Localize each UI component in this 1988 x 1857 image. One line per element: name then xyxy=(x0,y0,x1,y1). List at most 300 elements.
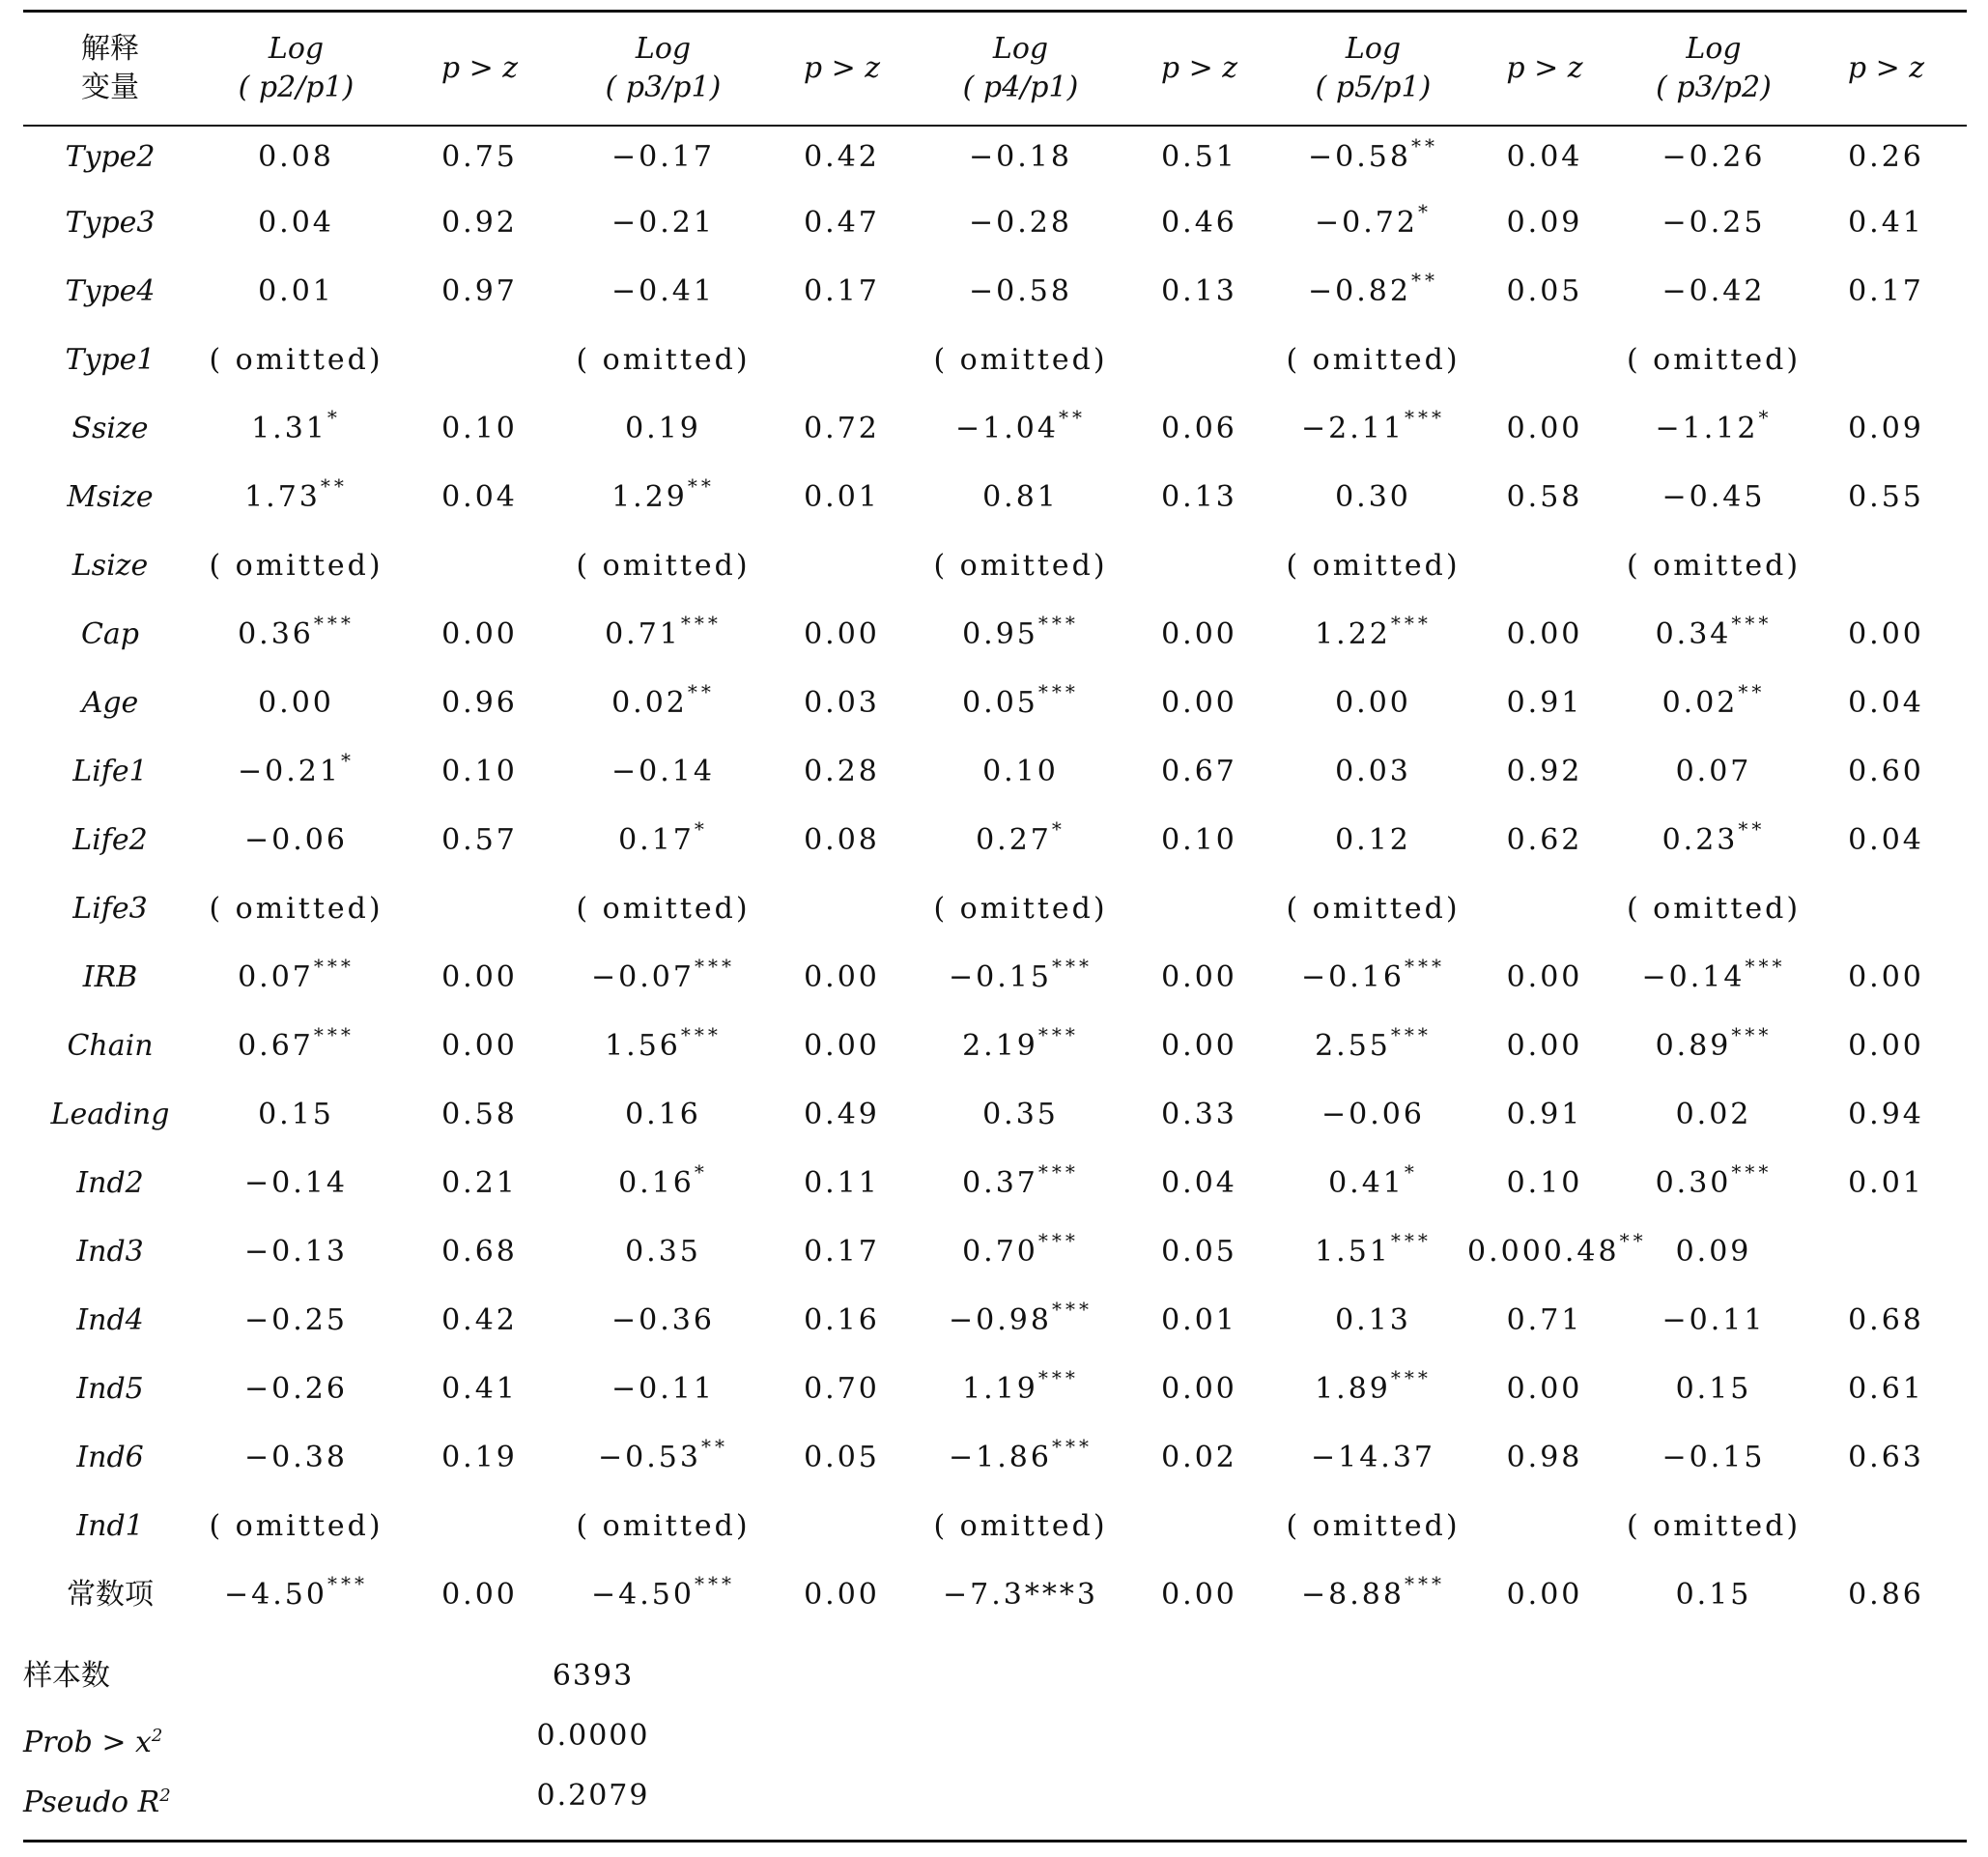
significance-stars: *** xyxy=(1037,680,1079,703)
cell-value: ( omitted) xyxy=(1626,343,1802,377)
coefficient-cell xyxy=(922,601,1120,670)
coefficient-cell xyxy=(197,1150,395,1218)
cell-value: ( omitted) xyxy=(209,343,383,377)
cell-value: 0.08 xyxy=(804,823,880,857)
coefficient-cell xyxy=(1279,1013,1467,1081)
variable-name: Ind1 xyxy=(76,1509,144,1543)
cell-value: −0.72 xyxy=(1315,206,1418,240)
cell-value: 0.02 xyxy=(1675,1098,1752,1131)
table-row xyxy=(23,1287,1967,1356)
p-value-cell xyxy=(395,258,564,327)
p-value-cell xyxy=(1467,1561,1622,1630)
cell-value: ( omitted) xyxy=(1286,549,1461,583)
cell-value: 0.51 xyxy=(1161,140,1237,174)
coefficient-cell xyxy=(197,1081,395,1150)
cell-value: 0.16 xyxy=(804,1303,880,1337)
variable-name: Ind4 xyxy=(76,1303,144,1337)
cell-value: ( omitted) xyxy=(933,1509,1108,1543)
cell-value: −0.21 xyxy=(238,755,341,788)
cell-value: 0.02 xyxy=(1161,1441,1237,1474)
significance-stars: *** xyxy=(1390,1366,1432,1389)
coefficient-cell xyxy=(1279,189,1467,258)
p-value-cell xyxy=(395,1424,564,1493)
cell-value: −0.17 xyxy=(611,140,715,174)
coefficient-cell xyxy=(1622,327,1805,395)
cell-value: 0.27 xyxy=(976,823,1052,857)
cell-value: 0.30 xyxy=(1335,480,1411,514)
cell-value: 0.04 xyxy=(1848,823,1924,857)
header-log-odds-1 xyxy=(197,12,395,126)
significance-stars: ** xyxy=(687,680,715,703)
stat-label-text: Pseudo R xyxy=(23,1786,160,1819)
p-value-cell xyxy=(762,1218,922,1287)
stat-value: 6393 xyxy=(552,1659,635,1693)
coefficient-cell xyxy=(564,126,762,189)
significance-stars: *** xyxy=(1404,955,1445,978)
significance-stars: *** xyxy=(313,955,355,978)
coefficient-cell xyxy=(1279,327,1467,395)
coefficient-cell xyxy=(564,1493,762,1561)
cell-value: 0.23 xyxy=(1661,823,1739,857)
p-value-cell xyxy=(1120,875,1279,944)
cell-value: 0.35 xyxy=(982,1098,1059,1131)
coefficient-cell xyxy=(1279,1561,1467,1630)
p-value-cell xyxy=(762,1561,922,1630)
p-value-cell xyxy=(1805,1287,1967,1356)
p-value-cell xyxy=(1805,670,1967,738)
coefficient-cell xyxy=(1622,126,1805,189)
coefficient-cell xyxy=(922,1081,1120,1150)
p-value-cell xyxy=(1120,738,1279,807)
table-body xyxy=(23,126,1967,1630)
p-value-cell xyxy=(395,1150,564,1218)
cell-value: 0.10 xyxy=(1161,823,1237,857)
coefficient-cell xyxy=(922,1218,1120,1287)
significance-stars: *** xyxy=(1731,612,1773,635)
significance-stars: ** xyxy=(1738,680,1766,703)
header-log-label: Log xyxy=(268,31,325,66)
table-row xyxy=(23,1150,1967,1218)
coefficient-cell xyxy=(564,1561,762,1630)
stat-label-text: Prob > x xyxy=(23,1726,152,1759)
table-row xyxy=(23,395,1967,464)
coefficient-cell xyxy=(564,464,762,532)
cell-value: 0.00 xyxy=(1506,617,1583,651)
coefficient-cell xyxy=(197,1493,395,1561)
p-value-cell xyxy=(395,875,564,944)
variable-name: Ind2 xyxy=(76,1166,144,1200)
coefficient-cell xyxy=(922,327,1120,395)
cell-value: 0.42 xyxy=(804,140,880,174)
coefficient-cell xyxy=(564,670,762,738)
coefficient-cell xyxy=(922,875,1120,944)
p-value-cell xyxy=(1120,1561,1279,1630)
cell-value: 0.00 xyxy=(1506,1029,1583,1063)
p-value-cell xyxy=(762,532,922,601)
header-log-odds-4 xyxy=(1279,12,1467,126)
stat-label xyxy=(23,1707,236,1772)
header-log-label: Log xyxy=(992,31,1049,66)
coefficient-cell xyxy=(922,1424,1120,1493)
cell-value: 0.95 xyxy=(962,617,1038,651)
cell-value: 0.70 xyxy=(804,1372,880,1406)
p-value-cell xyxy=(1467,1493,1622,1561)
coefficient-cell xyxy=(1279,1287,1467,1356)
coefficient-cell xyxy=(1279,807,1467,875)
significance-stars: ** xyxy=(320,474,348,498)
cell-value: 0.04 xyxy=(1506,140,1583,174)
cell-value: 0.09 xyxy=(1848,412,1924,445)
header-ratio-label: ( p5/p1) xyxy=(1315,70,1432,104)
cell-value: −2.11 xyxy=(1301,412,1405,445)
stat-label: 样本数 xyxy=(23,1659,110,1693)
cell-value: −0.58 xyxy=(969,274,1072,308)
stat-row-sample-size xyxy=(23,1647,1967,1705)
table-row xyxy=(23,601,1967,670)
cell-value: 0.04 xyxy=(441,480,518,514)
model-statistics xyxy=(23,1647,1967,1838)
table-row xyxy=(23,126,1967,189)
p-value-cell xyxy=(762,875,922,944)
cell-value: 0.00 xyxy=(1161,960,1237,994)
cell-value: 0.19 xyxy=(441,1441,518,1474)
cell-value: 0.68 xyxy=(441,1235,518,1269)
cell-value: 0.92 xyxy=(441,206,518,240)
header-var-line-2: 变量 xyxy=(81,70,139,104)
p-value-cell xyxy=(1467,875,1622,944)
coefficient-cell xyxy=(1622,189,1805,258)
coefficient-cell xyxy=(197,1424,395,1493)
p-value-cell xyxy=(1120,1150,1279,1218)
cell-value: −4.50 xyxy=(224,1578,327,1612)
cell-value: −0.58 xyxy=(1308,140,1411,174)
coefficient-cell xyxy=(922,738,1120,807)
coefficient-cell xyxy=(922,532,1120,601)
cell-value: 0.94 xyxy=(1848,1098,1924,1131)
p-value-cell xyxy=(762,1493,922,1561)
variable-name: Type4 xyxy=(65,274,156,308)
cell-value: ( omitted) xyxy=(576,549,751,583)
cell-value: 0.06 xyxy=(1161,412,1237,445)
table-row xyxy=(23,327,1967,395)
coefficient-cell xyxy=(197,1013,395,1081)
cell-value: 0.41 xyxy=(1328,1166,1405,1200)
p-value-cell xyxy=(762,395,922,464)
p-value-cell xyxy=(1120,1287,1279,1356)
p-value-cell xyxy=(762,327,922,395)
cell-value: 0.61 xyxy=(1848,1372,1924,1406)
p-value-cell xyxy=(1467,464,1622,532)
variable-name: Type2 xyxy=(65,140,156,174)
coefficient-cell xyxy=(1622,1013,1805,1081)
significance-stars: *** xyxy=(1037,1229,1079,1252)
cell-value: 0.03 xyxy=(1335,755,1411,788)
cell-value: −0.15 xyxy=(949,960,1052,994)
coefficient-cell xyxy=(197,738,395,807)
cell-value: −0.26 xyxy=(244,1372,348,1406)
significance-stars: ** xyxy=(700,1435,728,1458)
cell-value: 0.89 xyxy=(1655,1029,1732,1063)
significance-stars: *** xyxy=(694,1572,735,1595)
cell-value: ( omitted) xyxy=(209,1509,383,1543)
cell-value: 0.00 xyxy=(1335,686,1411,720)
cell-value: ( omitted) xyxy=(933,549,1108,583)
cell-value: −0.06 xyxy=(244,823,348,857)
stat-label-superscript: 2 xyxy=(151,1726,163,1746)
cell-value: 1.73 xyxy=(244,480,321,514)
cell-value: 0.00 xyxy=(804,1029,880,1063)
variable-name: Age xyxy=(81,686,139,720)
cell-value: −14.37 xyxy=(1310,1441,1436,1474)
p-value-cell xyxy=(1467,126,1622,189)
variable-name: Life3 xyxy=(72,892,148,926)
coefficient-cell xyxy=(1279,1424,1467,1493)
cell-value: ( omitted) xyxy=(1286,1509,1461,1543)
header-ratio-label: ( p4/p1) xyxy=(962,70,1079,104)
p-value-cell xyxy=(1805,1218,1967,1287)
cell-value: ( omitted) xyxy=(1626,892,1802,926)
cell-value: 0.00 xyxy=(1506,960,1583,994)
cell-value: 0.26 xyxy=(1848,140,1924,174)
cell-value: 0.07 xyxy=(238,960,314,994)
cell-value: 0.10 xyxy=(1506,1166,1583,1200)
header-ratio-label: ( p3/p1) xyxy=(605,70,722,104)
stat-label-superscript: 2 xyxy=(159,1786,171,1806)
significance-stars: *** xyxy=(313,1023,355,1046)
cell-value: 0.00 xyxy=(441,1029,518,1063)
p-value-cell xyxy=(1805,1150,1967,1218)
p-value-cell xyxy=(1120,258,1279,327)
coefficient-cell xyxy=(564,1356,762,1424)
cell-value: ( omitted) xyxy=(1286,892,1461,926)
table-row xyxy=(23,1081,1967,1150)
cell-value: 0.47 xyxy=(804,206,880,240)
cell-value: 0.35 xyxy=(625,1235,701,1269)
p-value-cell xyxy=(1120,1081,1279,1150)
cell-value: 0.71 xyxy=(605,617,681,651)
coefficient-cell xyxy=(922,464,1120,532)
header-p-value-2: p > z xyxy=(803,50,881,85)
p-value-cell xyxy=(762,944,922,1013)
cell-value: 0.01 xyxy=(1161,1303,1237,1337)
cell-value: 0.000.48 xyxy=(1467,1235,1620,1269)
cell-value: 0.67 xyxy=(1161,755,1237,788)
coefficient-cell xyxy=(564,1424,762,1493)
cell-value: 2.55 xyxy=(1315,1029,1391,1063)
p-value-cell xyxy=(762,738,922,807)
cell-value: −8.88 xyxy=(1301,1578,1405,1612)
table-row xyxy=(23,944,1967,1013)
cell-value: 0.68 xyxy=(1848,1303,1924,1337)
coefficient-cell xyxy=(1279,1493,1467,1561)
coefficient-cell xyxy=(922,1561,1120,1630)
cell-value: 0.49 xyxy=(804,1098,880,1131)
cell-value: 0.00 xyxy=(258,686,334,720)
coefficient-cell xyxy=(564,944,762,1013)
coefficient-cell xyxy=(1279,875,1467,944)
cell-value: −0.07 xyxy=(591,960,695,994)
variable-name: Life2 xyxy=(72,823,148,857)
table-row xyxy=(23,1493,1967,1561)
cell-value: 2.19 xyxy=(962,1029,1038,1063)
p-value-cell xyxy=(1467,944,1622,1013)
cell-value: −1.12 xyxy=(1655,412,1759,445)
coefficient-cell xyxy=(1619,1218,1805,1287)
cell-value: 0.00 xyxy=(1161,1578,1237,1612)
cell-value: 0.96 xyxy=(441,686,518,720)
coefficient-cell xyxy=(197,395,395,464)
p-value-cell xyxy=(1120,532,1279,601)
cell-value: 0.00 xyxy=(1161,1372,1237,1406)
header-p-value-1: p > z xyxy=(440,50,519,85)
coefficient-cell xyxy=(197,258,395,327)
coefficient-cell xyxy=(922,395,1120,464)
p-value-cell xyxy=(1120,670,1279,738)
cell-value: ( omitted) xyxy=(209,892,383,926)
regression-table-container xyxy=(23,10,1967,1630)
significance-stars: ** xyxy=(1058,406,1086,429)
p-value-cell xyxy=(1120,807,1279,875)
coefficient-cell xyxy=(564,875,762,944)
stat-label xyxy=(23,1767,236,1832)
cell-value: 0.01 xyxy=(258,274,334,308)
cell-value: 0.42 xyxy=(441,1303,518,1337)
cell-value: 0.09 xyxy=(1675,1235,1752,1269)
cell-value: 0.00 xyxy=(441,960,518,994)
significance-stars: *** xyxy=(313,612,355,635)
p-value-cell xyxy=(1120,1218,1279,1287)
variable-name: Cap xyxy=(80,617,140,651)
significance-stars: *** xyxy=(1037,1023,1079,1046)
cell-value: 1.31 xyxy=(251,412,327,445)
cell-value: 0.46 xyxy=(1161,206,1237,240)
cell-value: 0.03 xyxy=(804,686,880,720)
p-value-cell xyxy=(762,1150,922,1218)
coefficient-cell xyxy=(1622,1493,1805,1561)
p-value-cell xyxy=(395,944,564,1013)
cell-value: 0.17 xyxy=(804,274,880,308)
coefficient-cell xyxy=(1622,875,1805,944)
coefficient-cell xyxy=(922,670,1120,738)
header-log-label: Log xyxy=(1686,31,1742,66)
p-value-cell xyxy=(1805,601,1967,670)
variable-name: Ind3 xyxy=(76,1235,144,1269)
coefficient-cell xyxy=(564,532,762,601)
coefficient-cell xyxy=(1279,464,1467,532)
header-log-label: Log xyxy=(1345,31,1402,66)
p-value-cell xyxy=(1467,532,1622,601)
cell-value: −1.86 xyxy=(949,1441,1052,1474)
cell-value: 0.60 xyxy=(1848,755,1924,788)
coefficient-cell xyxy=(922,1287,1120,1356)
header-ratio-label: ( p3/p2) xyxy=(1656,70,1772,104)
significance-stars: *** xyxy=(1037,612,1079,635)
variable-name: Leading xyxy=(50,1098,170,1131)
coefficient-cell xyxy=(922,1013,1120,1081)
significance-stars: * xyxy=(1404,1160,1418,1184)
p-value-cell xyxy=(395,670,564,738)
cell-value: 0.37 xyxy=(962,1166,1038,1200)
p-value-cell xyxy=(1467,1013,1622,1081)
cell-value: −0.53 xyxy=(598,1441,701,1474)
p-value-cell xyxy=(1467,738,1622,807)
significance-stars: * xyxy=(694,817,708,841)
cell-value: 0.62 xyxy=(1506,823,1583,857)
cell-value: 0.33 xyxy=(1161,1098,1237,1131)
variable-name: Lsize xyxy=(71,549,149,583)
coefficient-cell xyxy=(1622,1356,1805,1424)
cell-value: ( omitted) xyxy=(209,549,383,583)
cell-value: 0.57 xyxy=(441,823,518,857)
coefficient-cell xyxy=(564,1081,762,1150)
cell-value: 0.05 xyxy=(1161,1235,1237,1269)
p-value-cell xyxy=(395,807,564,875)
cell-value: 0.72 xyxy=(804,412,880,445)
header-ratio-label: ( p2/p1) xyxy=(238,70,355,104)
cell-value: −0.14 xyxy=(611,755,715,788)
coefficient-cell xyxy=(1279,670,1467,738)
coefficient-cell xyxy=(1279,944,1467,1013)
cell-value: 0.02 xyxy=(611,686,688,720)
cell-value: ( omitted) xyxy=(1626,1509,1802,1543)
cell-value: 0.17 xyxy=(618,823,695,857)
cell-value: 0.00 xyxy=(1848,1029,1924,1063)
cell-value: −0.11 xyxy=(1661,1303,1766,1337)
significance-stars: ** xyxy=(687,474,715,498)
p-value-cell xyxy=(1120,1424,1279,1493)
p-value-cell xyxy=(1120,126,1279,189)
coefficient-cell xyxy=(564,258,762,327)
coefficient-cell xyxy=(1622,1561,1805,1630)
variable-name: Ssize xyxy=(71,412,149,445)
p-value-cell xyxy=(1120,1013,1279,1081)
cell-value: 0.10 xyxy=(982,755,1059,788)
significance-stars: *** xyxy=(1037,1160,1079,1184)
coefficient-cell xyxy=(922,1356,1120,1424)
cell-value: 0.34 xyxy=(1655,617,1732,651)
coefficient-cell xyxy=(1622,1081,1805,1150)
cell-value: −0.13 xyxy=(244,1235,348,1269)
significance-stars: *** xyxy=(1390,612,1432,635)
cell-value: −0.36 xyxy=(611,1303,715,1337)
cell-value: 0.30 xyxy=(1655,1166,1732,1200)
cell-value: −0.41 xyxy=(611,274,715,308)
p-value-cell xyxy=(395,327,564,395)
header-row xyxy=(23,12,1967,126)
cell-value: ( omitted) xyxy=(933,892,1108,926)
p-value-cell xyxy=(1805,327,1967,395)
variable-name: Ind6 xyxy=(76,1441,144,1474)
coefficient-cell xyxy=(1622,601,1805,670)
p-value-cell xyxy=(762,807,922,875)
cell-value: 0.00 xyxy=(1506,1372,1583,1406)
significance-stars: *** xyxy=(1731,1023,1773,1046)
coefficient-cell xyxy=(922,1150,1120,1218)
cell-value: −0.98 xyxy=(949,1303,1052,1337)
p-value-cell xyxy=(762,464,922,532)
cell-value: −0.25 xyxy=(244,1303,348,1337)
significance-stars: *** xyxy=(1745,955,1786,978)
coefficient-cell xyxy=(1622,944,1805,1013)
cell-value: 0.05 xyxy=(804,1441,880,1474)
p-value-cell xyxy=(1467,327,1622,395)
significance-stars: * xyxy=(327,406,341,429)
p-value-cell xyxy=(395,1561,564,1630)
cell-value: 0.55 xyxy=(1848,480,1924,514)
table-row xyxy=(23,670,1967,738)
cell-value: 0.97 xyxy=(441,274,518,308)
variable-name: Type3 xyxy=(65,206,156,240)
